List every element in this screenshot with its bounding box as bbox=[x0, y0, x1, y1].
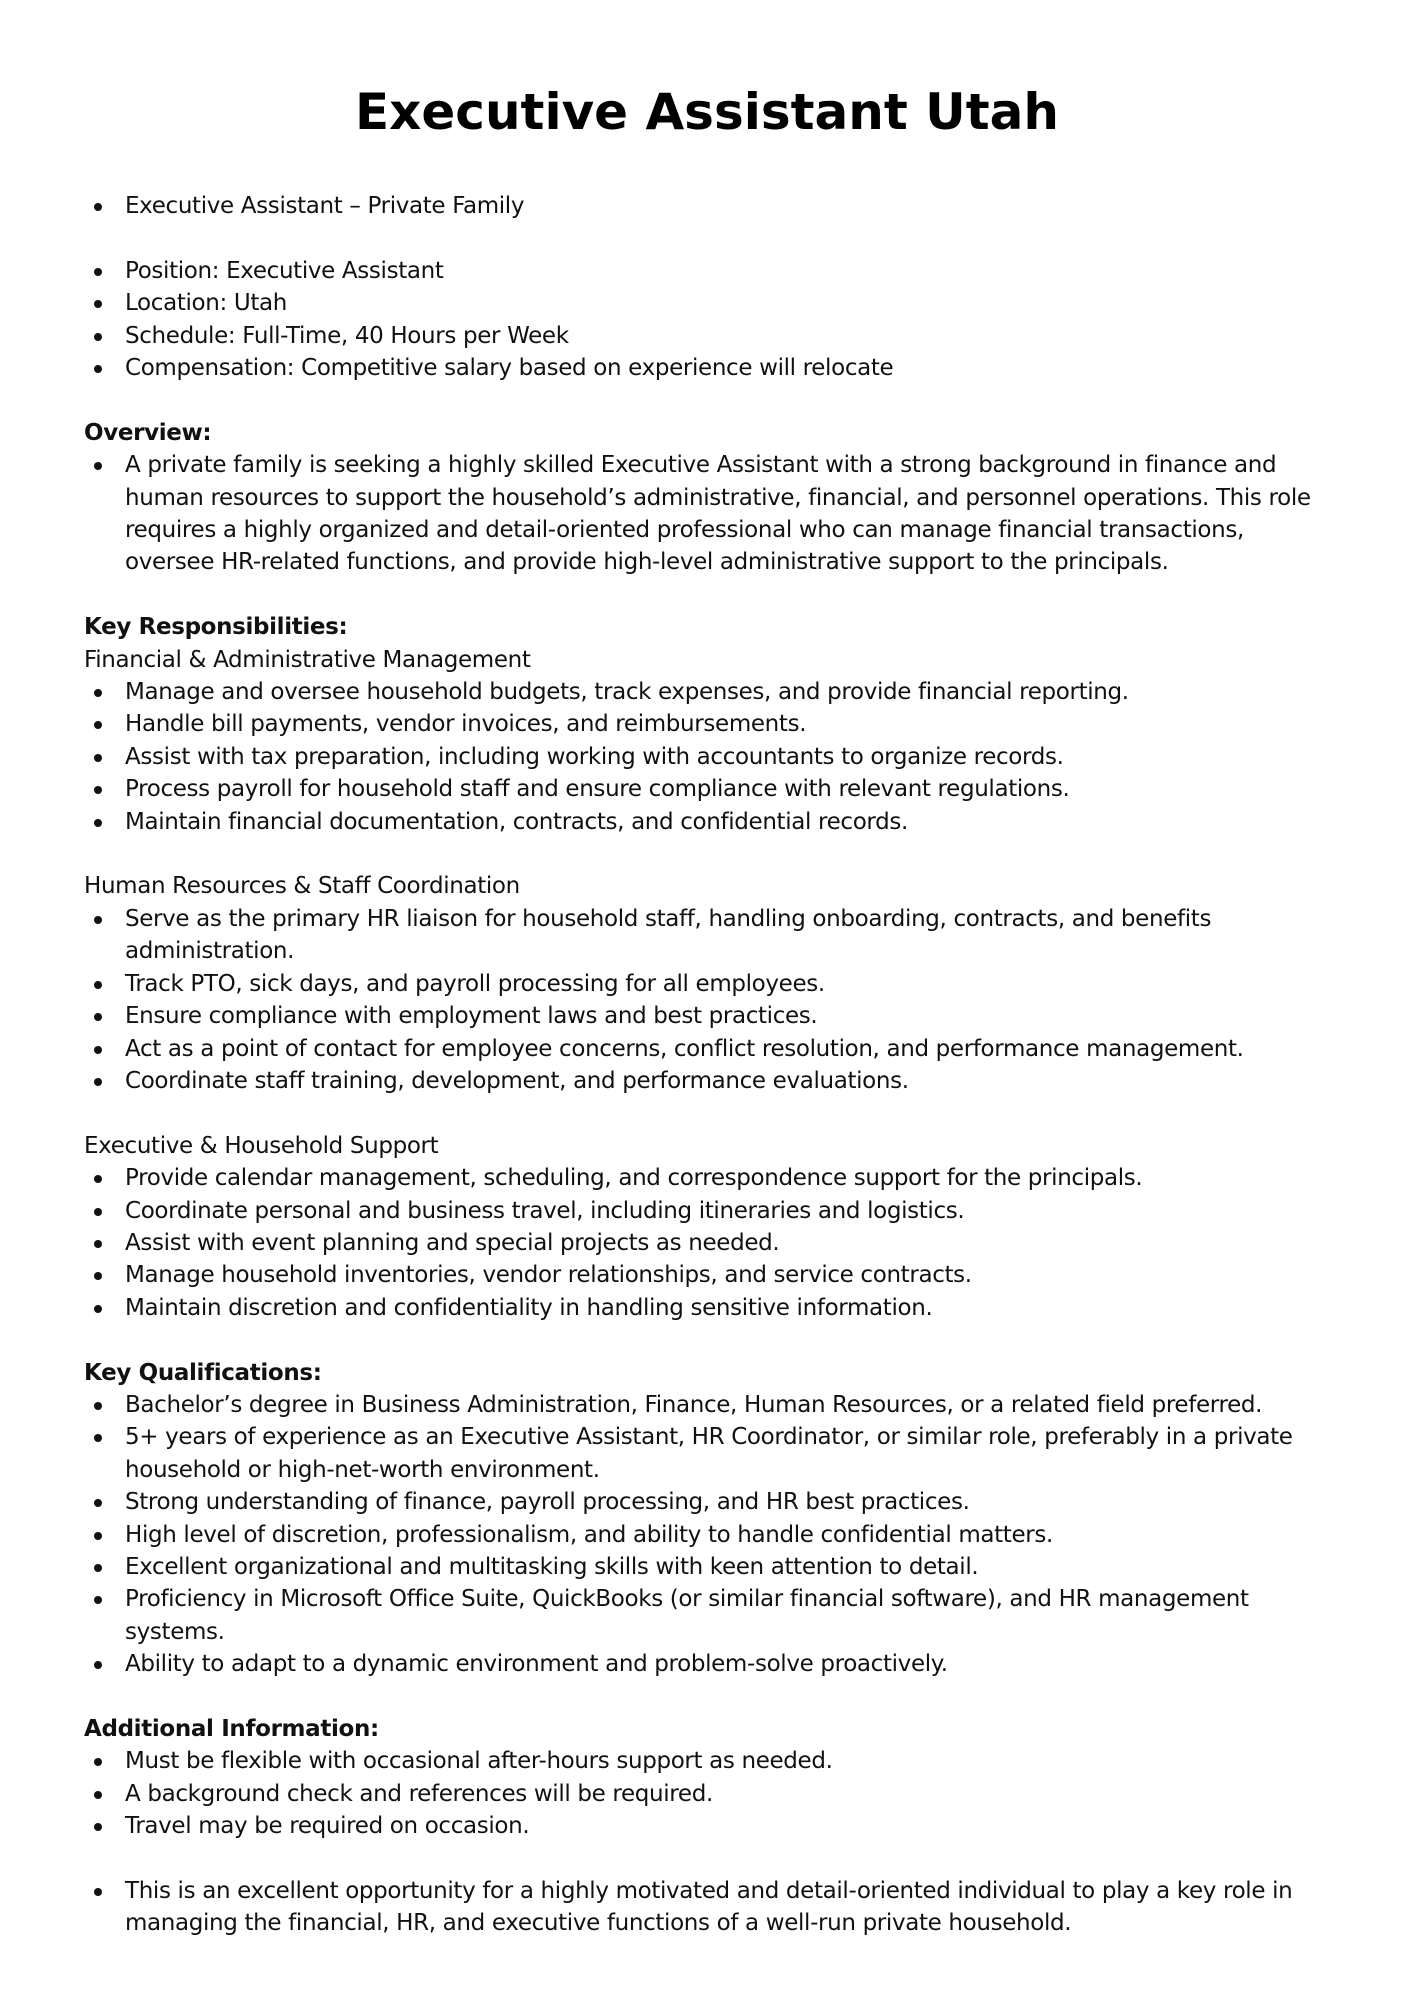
list-item: Executive Assistant – Private Family bbox=[84, 190, 1330, 222]
list-item: Assist with event planning and special projects as needed. bbox=[84, 1227, 1330, 1259]
list-item: Track PTO, sick days, and payroll processing for all employees. bbox=[84, 968, 1330, 1000]
list-item: Maintain discretion and confidentiality in handling sensitive information. bbox=[84, 1292, 1330, 1324]
list-item: Ensure compliance with employment laws and best practices. bbox=[84, 1000, 1330, 1032]
position-details-list bbox=[84, 255, 1330, 385]
list-item: High level of discretion, professionalism, and ability to handle confidential matters. bbox=[84, 1519, 1330, 1551]
list-item: Compensation: Competitive salary based on experience will relocate bbox=[84, 352, 1330, 384]
intro-list bbox=[84, 190, 1330, 222]
list-item: Proficiency in Microsoft Office Suite, QuickBooks (or similar financial software), and HR management systems. bbox=[84, 1583, 1330, 1648]
list-item: Manage household inventories, vendor relationships, and service contracts. bbox=[84, 1259, 1330, 1291]
list-item: Process payroll for household staff and ensure compliance with relevant regulations. bbox=[84, 773, 1330, 805]
list-item: Excellent organizational and multitasking skills with keen attention to detail. bbox=[84, 1551, 1330, 1583]
executive-subheading: Executive & Household Support bbox=[84, 1132, 439, 1159]
list-item: Coordinate personal and business travel, including itineraries and logistics. bbox=[84, 1195, 1330, 1227]
hr-list bbox=[84, 903, 1330, 1097]
executive-list bbox=[84, 1162, 1330, 1324]
list-item: Assist with tax preparation, including working with accountants to organize records. bbox=[84, 741, 1330, 773]
list-item: Travel may be required on occasion. bbox=[84, 1810, 1330, 1842]
list-item: Coordinate staff training, development, and performance evaluations. bbox=[84, 1065, 1330, 1097]
hr-subheading: Human Resources & Staff Coordination bbox=[84, 873, 520, 900]
list-item: Bachelor’s degree in Business Administration, Finance, Human Resources, or a related field preferred. bbox=[84, 1389, 1330, 1421]
closing-list bbox=[84, 1875, 1330, 1940]
list-item: A private family is seeking a highly skilled Executive Assistant with a strong background in finance and human resources to support the household’s administrative, financial, and personnel operations. This role requires a highly organized and detail-oriented professional who can manage financial transactions, oversee HR-related functions, and provide high-level administrative support to the principals. bbox=[84, 449, 1330, 579]
list-item: Schedule: Full-Time, 40 Hours per Week bbox=[84, 320, 1330, 352]
overview-heading: Overview: bbox=[84, 419, 212, 446]
list-item: Maintain financial documentation, contracts, and confidential records. bbox=[84, 806, 1330, 838]
qualifications-list bbox=[84, 1389, 1330, 1681]
list-item: Strong understanding of finance, payroll processing, and HR best practices. bbox=[84, 1486, 1330, 1518]
document-body bbox=[84, 190, 1330, 1940]
responsibilities-heading: Key Responsibilities: bbox=[84, 614, 348, 641]
list-item: Ability to adapt to a dynamic environment and problem-solve proactively. bbox=[84, 1648, 1330, 1680]
additional-info-list bbox=[84, 1745, 1330, 1842]
page-title: Executive Assistant Utah bbox=[354, 83, 1059, 141]
qualifications-heading: Key Qualifications: bbox=[84, 1359, 322, 1386]
list-item: A background check and references will be required. bbox=[84, 1778, 1330, 1810]
list-item: Manage and oversee household budgets, track expenses, and provide financial reporting. bbox=[84, 676, 1330, 708]
financial-subheading: Financial & Administrative Management bbox=[84, 646, 531, 673]
list-item: Position: Executive Assistant bbox=[84, 255, 1330, 287]
financial-list bbox=[84, 676, 1330, 838]
list-item: Handle bill payments, vendor invoices, and reimbursements. bbox=[84, 708, 1330, 740]
list-item: 5+ years of experience as an Executive Assistant, HR Coordinator, or similar role, preferably in a private household or high-net-worth environment. bbox=[84, 1421, 1330, 1486]
list-item: This is an excellent opportunity for a highly motivated and detail-oriented individual to play a key role in managing the financial, HR, and executive functions of a well-run private household. bbox=[84, 1875, 1330, 1940]
list-item: Location: Utah bbox=[84, 287, 1330, 319]
list-item: Act as a point of contact for employee concerns, conflict resolution, and performance management. bbox=[84, 1033, 1330, 1065]
list-item: Provide calendar management, scheduling, and correspondence support for the principals. bbox=[84, 1162, 1330, 1194]
list-item: Must be flexible with occasional after-hours support as needed. bbox=[84, 1745, 1330, 1777]
additional-info-heading: Additional Information: bbox=[84, 1715, 379, 1742]
list-item: Serve as the primary HR liaison for household staff, handling onboarding, contracts, and benefits administration. bbox=[84, 903, 1330, 968]
overview-list bbox=[84, 449, 1330, 579]
